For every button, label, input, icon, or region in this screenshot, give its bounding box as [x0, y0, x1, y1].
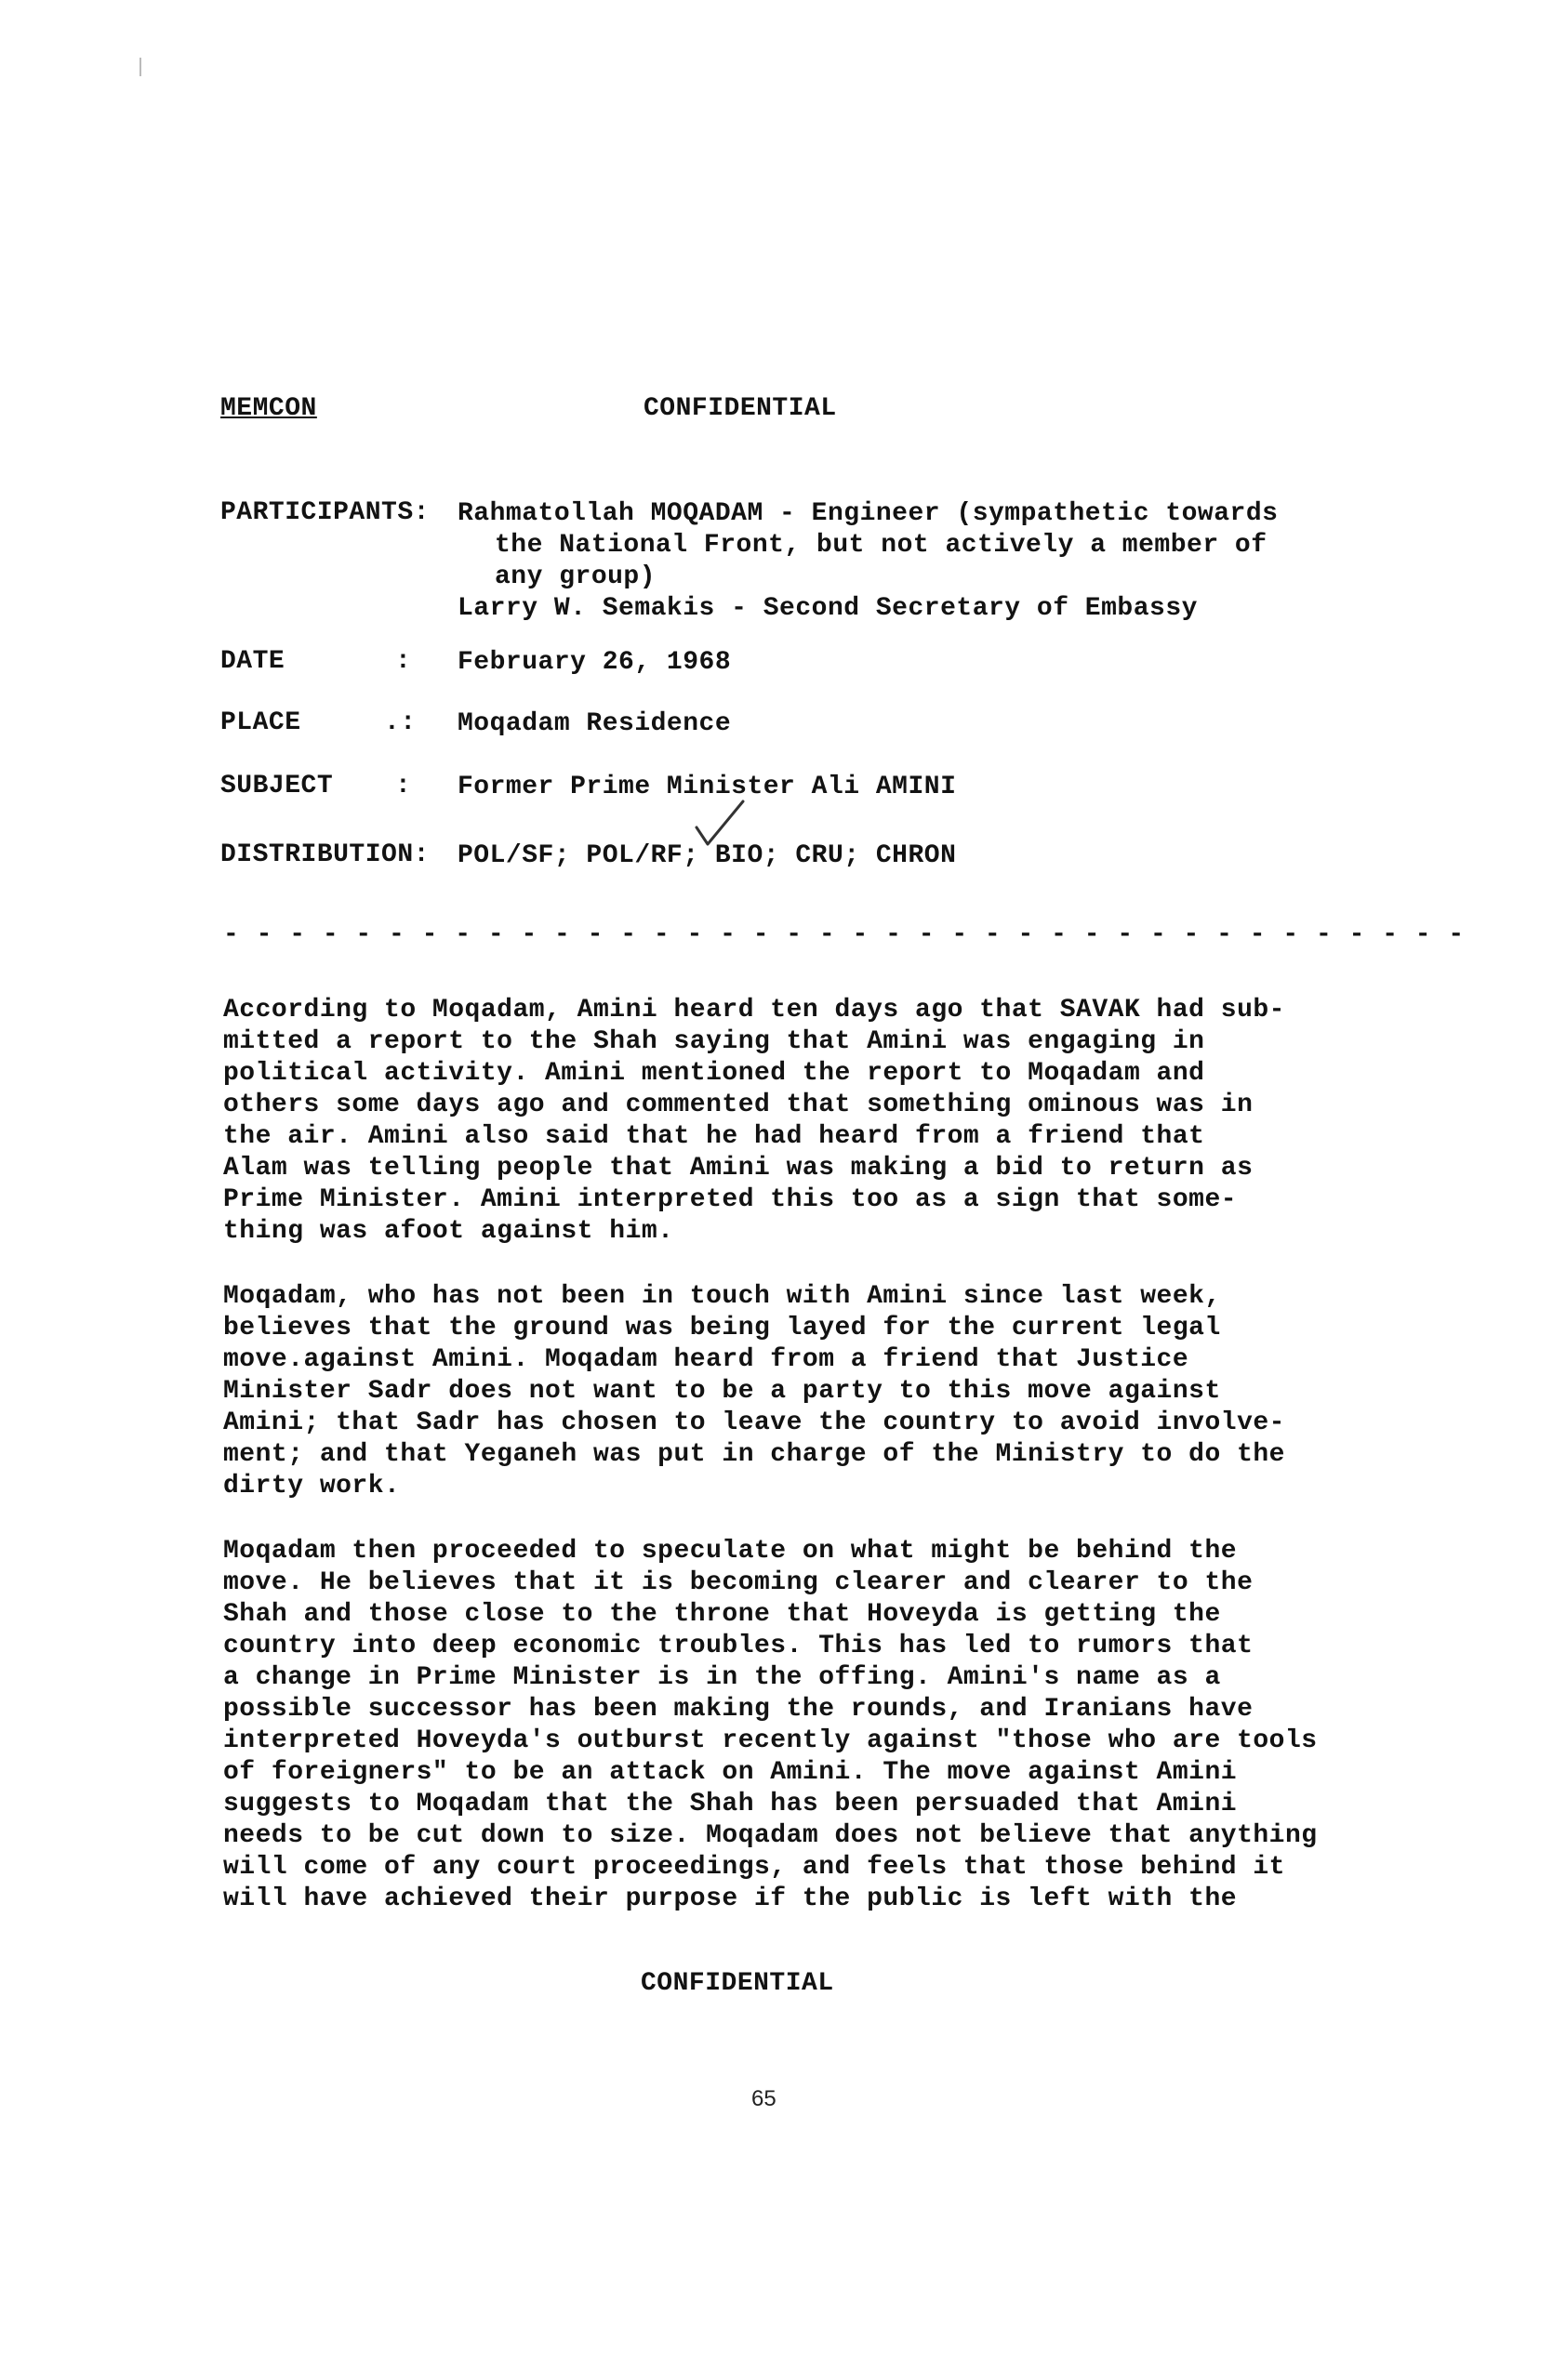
date-colon: :: [395, 647, 412, 676]
subject-value: [458, 772, 1276, 803]
text-line: thing was afoot against him.: [223, 1217, 674, 1246]
text-line: will have achieved their purpose if the public is left with the: [223, 1884, 1238, 1913]
date-text: February 26, 1968: [458, 648, 732, 677]
participants-value: [458, 498, 1279, 625]
separator-line: - - - - - - - - - - - - - - - - - - - - - - - - - - - - - - - - - - - - - -: [223, 920, 1466, 949]
text-line: ment; and that Yeganeh was put in charge of the Ministry to do the: [223, 1440, 1285, 1469]
text-line: dirty work.: [223, 1472, 401, 1501]
paragraph-3: [223, 1536, 1320, 1915]
classification-footer: CONFIDENTIAL: [641, 1969, 834, 1998]
paragraph-2: [223, 1281, 1320, 1502]
place-label: PLACE: [220, 708, 301, 737]
date-label: DATE: [220, 647, 285, 676]
text-line: interpreted Hoveyda's outburst recently against "those who are tools: [223, 1726, 1318, 1755]
text-line: needs to be cut down to size. Moqadam does not believe that anything: [223, 1821, 1318, 1850]
date-value: [458, 647, 1276, 679]
text-line: move.against Amini. Moqadam heard from a friend that Justice: [223, 1345, 1189, 1374]
text-line: a change in Prime Minister is in the offing. Amini's name as a: [223, 1663, 1221, 1692]
text-line: possible successor has been making the rounds, and Iranians have: [223, 1695, 1254, 1724]
distribution-value: [458, 840, 1276, 872]
participants-line: Larry W. Semakis - Second Secretary of Embassy: [458, 594, 1198, 623]
paragraph-1: [223, 995, 1320, 1248]
place-value: [458, 708, 1276, 740]
memo-type-label: MEMCON: [220, 394, 317, 423]
classification-header: CONFIDENTIAL: [644, 394, 837, 423]
text-line: Minister Sadr does not want to be a party to this move against: [223, 1377, 1221, 1406]
text-line: Moqadam, who has not been in touch with Amini since last week,: [223, 1282, 1221, 1311]
text-line: of foreigners" to be an attack on Amini. The move against Amini: [223, 1758, 1238, 1787]
subject-label: SUBJECT: [220, 772, 334, 800]
place-text: Moqadam Residence: [458, 709, 732, 738]
participants-line: any group): [495, 562, 657, 591]
text-line: will come of any court proceedings, and feels that those behind it: [223, 1853, 1285, 1882]
participants-line: Rahmatollah MOQADAM - Engineer (sympathetic towards: [458, 499, 1279, 528]
text-line: mitted a report to the Shah saying that Amini was engaging in: [223, 1027, 1205, 1056]
participants-label: PARTICIPANTS:: [220, 498, 430, 527]
text-line: political activity. Amini mentioned the report to Moqadam and: [223, 1059, 1205, 1088]
participants-line: the National Front, but not actively a member of: [495, 531, 1267, 560]
text-line: Moqadam then proceeded to speculate on what might be behind the: [223, 1537, 1238, 1566]
page-number: 65: [751, 2086, 776, 2111]
subject-colon: :: [395, 772, 412, 800]
subject-text: Former Prime Minister Ali AMINI: [458, 773, 957, 801]
scan-artifact: [139, 58, 141, 76]
text-line: country into deep economic troubles. This has led to rumors that: [223, 1632, 1254, 1660]
distribution-text: POL/SF; POL/RF; BIO; CRU; CHRON: [458, 841, 957, 870]
text-line: Prime Minister. Amini interpreted this too as a sign that some-: [223, 1185, 1238, 1214]
text-line: others some days ago and commented that something ominous was in: [223, 1091, 1254, 1119]
text-line: move. He believes that it is becoming clearer and clearer to the: [223, 1568, 1254, 1597]
text-line: believes that the ground was being layed for the current legal: [223, 1314, 1221, 1342]
text-line: Shah and those close to the throne that Hoveyda is getting the: [223, 1600, 1221, 1629]
distribution-label: DISTRIBUTION:: [220, 840, 430, 869]
text-line: suggests to Moqadam that the Shah has been persuaded that Amini: [223, 1790, 1238, 1818]
text-line: Amini; that Sadr has chosen to leave the country to avoid involve-: [223, 1408, 1285, 1437]
text-line: According to Moqadam, Amini heard ten days ago that SAVAK had sub-: [223, 996, 1285, 1025]
place-colon: .:: [384, 708, 417, 737]
text-line: Alam was telling people that Amini was making a bid to return as: [223, 1154, 1254, 1183]
text-line: the air. Amini also said that he had heard from a friend that: [223, 1122, 1205, 1151]
